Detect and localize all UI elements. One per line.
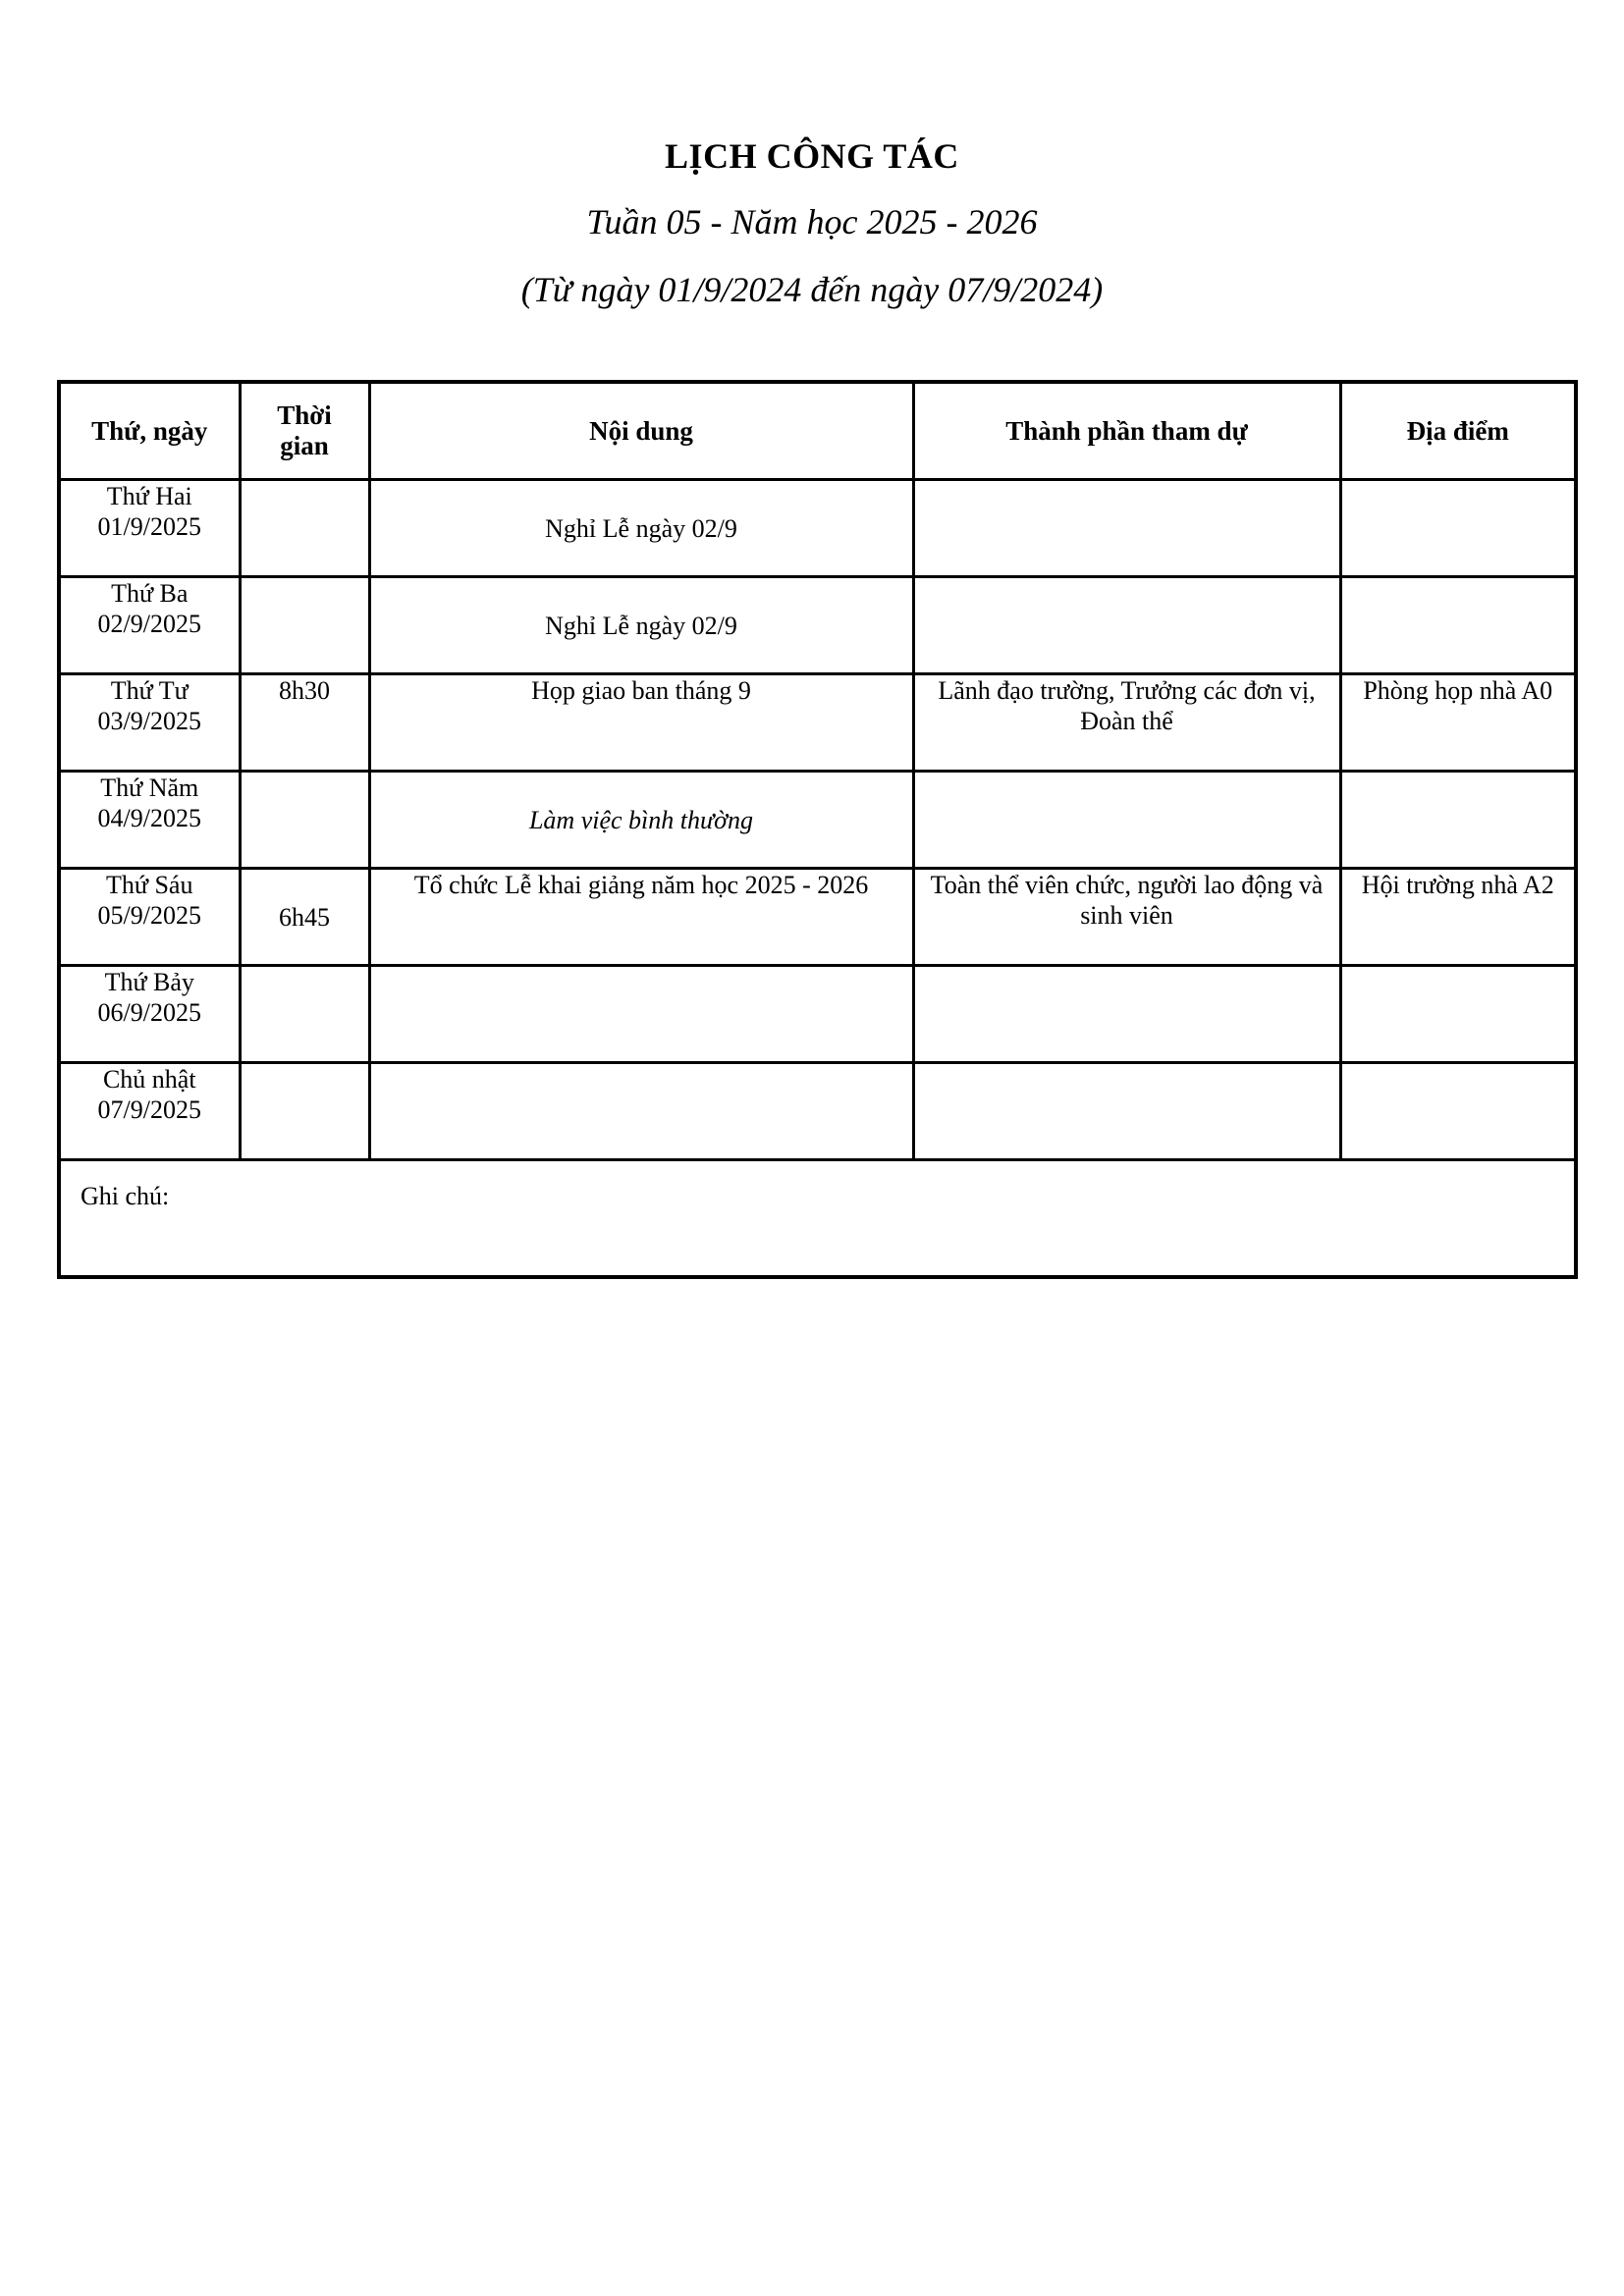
day-date: 03/9/2025 (97, 707, 201, 735)
column-header-location: Địa điểm (1340, 382, 1576, 480)
time-cell: 8h30 (240, 674, 369, 772)
location-cell: Phòng họp nhà A0 (1340, 674, 1576, 772)
day-date: 02/9/2025 (97, 610, 201, 638)
attendees-cell: Toàn thể viên chức, người lao động và sinh viên (913, 869, 1340, 966)
schedule-table (57, 380, 1578, 1279)
column-header-time-line2: gian (280, 431, 329, 460)
day-cell (59, 869, 240, 966)
time-cell (240, 772, 369, 869)
location-cell (1340, 772, 1576, 869)
time-cell (240, 480, 369, 577)
content-cell (369, 1063, 913, 1160)
time-cell: 6h45 (240, 869, 369, 966)
note-row (59, 1160, 1576, 1278)
day-name: Thứ Ba (111, 579, 189, 608)
day-date: 05/9/2025 (97, 901, 201, 930)
time-cell (240, 577, 369, 674)
table-row (59, 1063, 1576, 1160)
location-cell (1340, 966, 1576, 1063)
table-row (59, 480, 1576, 577)
table-row (59, 869, 1576, 966)
day-name: Thứ Tư (110, 676, 189, 705)
table-row (59, 577, 1576, 674)
note-cell: Ghi chú: (59, 1160, 1576, 1278)
page-title: LỊCH CÔNG TÁC (665, 136, 959, 176)
column-header-time (240, 382, 369, 480)
attendees-cell (913, 772, 1340, 869)
content-cell: Làm việc bình thường (369, 772, 913, 869)
date-range: (Từ ngày 01/9/2024 đến ngày 07/9/2024) (520, 270, 1104, 309)
time-cell (240, 966, 369, 1063)
content-cell: Tổ chức Lễ khai giảng năm học 2025 - 2026 (369, 869, 913, 966)
column-header-day: Thứ, ngày (59, 382, 240, 480)
day-date: 07/9/2025 (97, 1095, 201, 1124)
time-cell (240, 1063, 369, 1160)
content-cell: Nghỉ Lễ ngày 02/9 (369, 577, 913, 674)
day-name: Thứ Sáu (106, 871, 193, 899)
attendees-cell: Lãnh đạo trường, Trưởng các đơn vị, Đoàn thể (913, 674, 1340, 772)
day-date: 04/9/2025 (97, 804, 201, 832)
location-cell: Hội trường nhà A2 (1340, 869, 1576, 966)
day-cell (59, 966, 240, 1063)
table-row (59, 674, 1576, 772)
content-cell: Họp giao ban tháng 9 (369, 674, 913, 772)
column-header-attendees: Thành phần tham dự (913, 382, 1340, 480)
table-row (59, 966, 1576, 1063)
day-date: 01/9/2025 (97, 512, 201, 541)
day-cell (59, 577, 240, 674)
attendees-cell (913, 1063, 1340, 1160)
day-date: 06/9/2025 (97, 998, 201, 1027)
day-name: Thứ Năm (100, 774, 199, 802)
attendees-cell (913, 966, 1340, 1063)
content-cell: Nghỉ Lễ ngày 02/9 (369, 480, 913, 577)
day-name: Thứ Hai (106, 482, 192, 510)
day-cell (59, 772, 240, 869)
week-subtitle: Tuần 05 - Năm học 2025 - 2026 (586, 202, 1038, 241)
location-cell (1340, 1063, 1576, 1160)
location-cell (1340, 480, 1576, 577)
column-header-time-line1: Thời (277, 400, 332, 430)
day-cell (59, 480, 240, 577)
column-header-content: Nội dung (369, 382, 913, 480)
day-name: Chủ nhật (102, 1065, 196, 1094)
table-row (59, 772, 1576, 869)
attendees-cell (913, 577, 1340, 674)
content-cell (369, 966, 913, 1063)
attendees-cell (913, 480, 1340, 577)
day-name: Thứ Bảy (104, 968, 194, 996)
table-header-row (59, 382, 1576, 480)
location-cell (1340, 577, 1576, 674)
day-cell (59, 1063, 240, 1160)
day-cell (59, 674, 240, 772)
